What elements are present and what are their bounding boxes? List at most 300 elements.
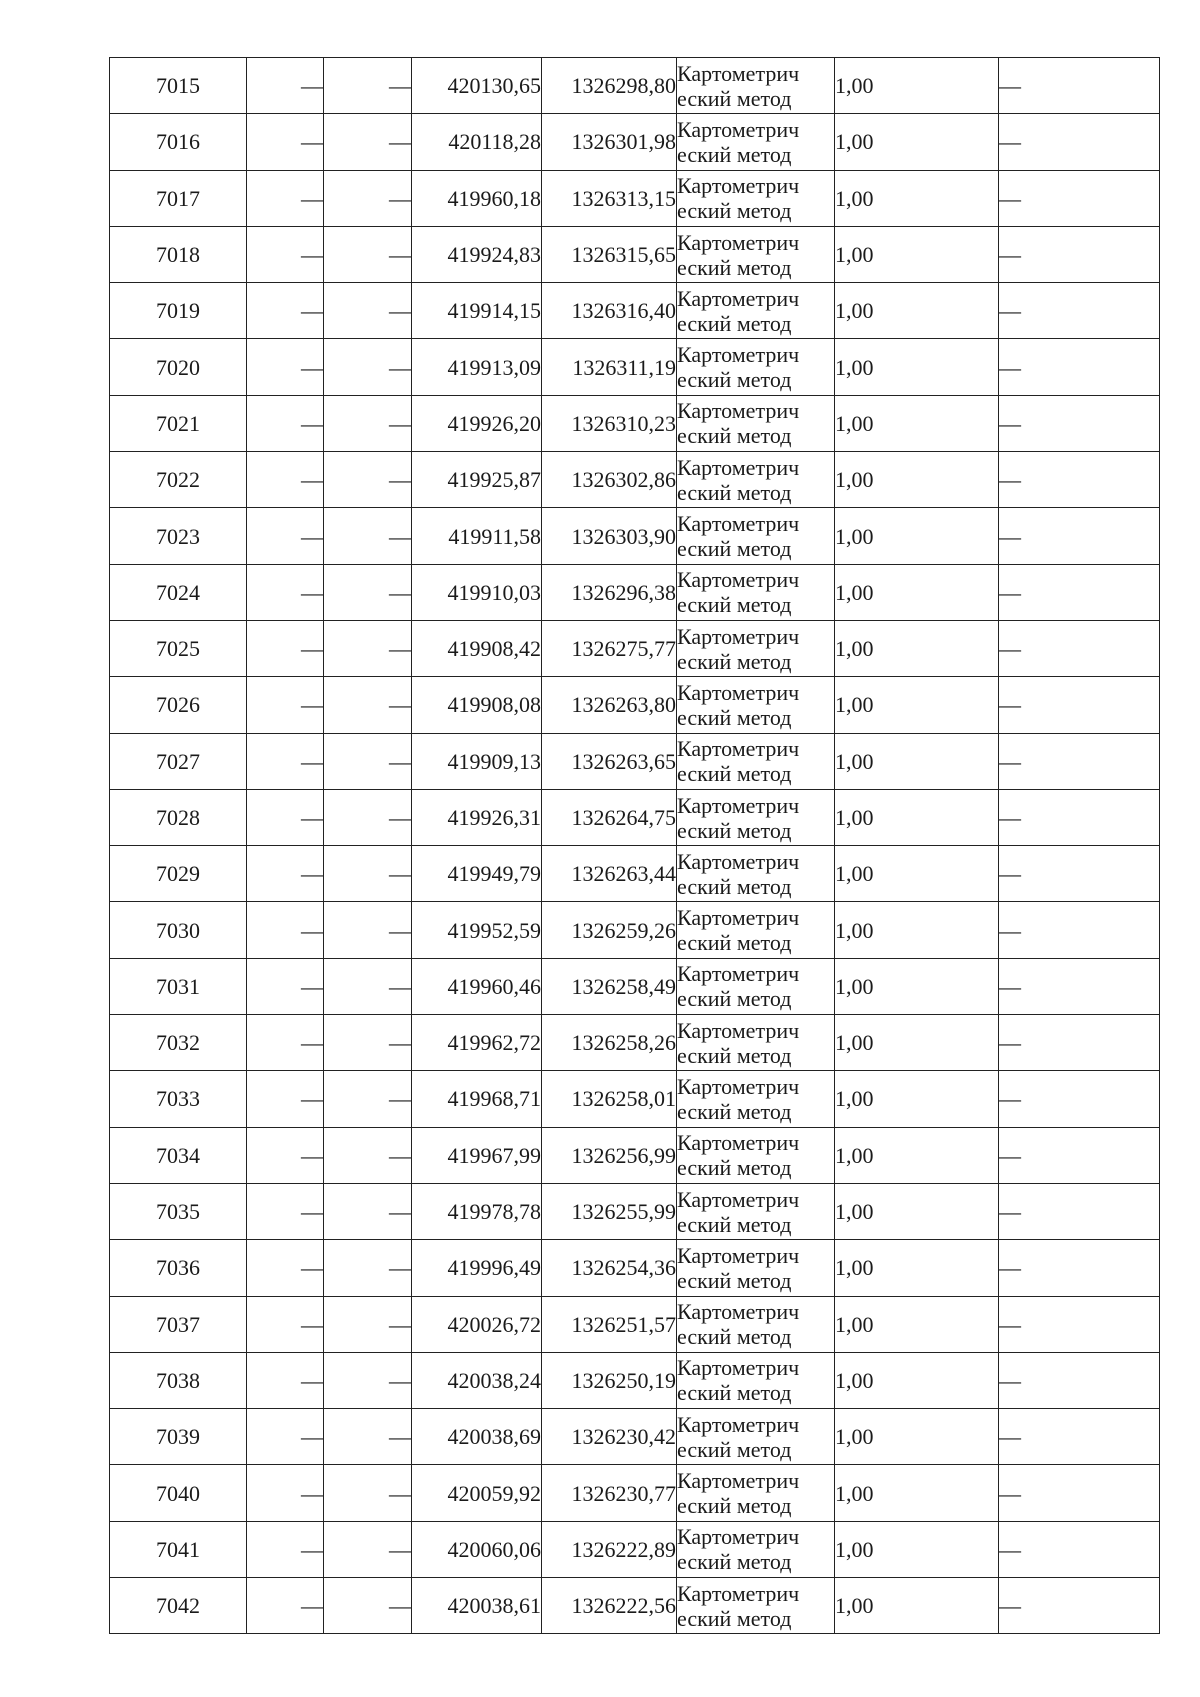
y-coordinate-cell: 1326296,38 (542, 564, 677, 620)
accuracy-cell: 1,00 (835, 114, 999, 170)
method-text-line-2: еский метод (677, 1211, 792, 1237)
point-number-cell: 7029 (110, 846, 247, 902)
method-cell (677, 1183, 835, 1239)
empty-dash-cell: — (324, 226, 412, 282)
empty-dash-cell: — (247, 1578, 324, 1634)
accuracy-cell: 1,00 (835, 902, 999, 958)
method-cell (677, 789, 835, 845)
x-coordinate-cell: 420130,65 (412, 58, 542, 114)
table-row (110, 1071, 1160, 1127)
table-body (110, 58, 1160, 1634)
table-row (110, 1409, 1160, 1465)
empty-dash-cell: — (999, 846, 1160, 902)
x-coordinate-cell: 419910,03 (412, 564, 542, 620)
method-text-line-1: Картометрич (677, 1468, 800, 1494)
y-coordinate-cell: 1326311,19 (542, 339, 677, 395)
table-row (110, 114, 1160, 170)
y-coordinate-cell: 1326263,65 (542, 733, 677, 789)
x-coordinate-cell: 420026,72 (412, 1296, 542, 1352)
method-cell (677, 1578, 835, 1634)
x-coordinate-cell: 420059,92 (412, 1465, 542, 1521)
empty-dash-cell: — (247, 1015, 324, 1071)
method-text-line-2: еский метод (677, 1436, 792, 1462)
accuracy-cell: 1,00 (835, 1015, 999, 1071)
method-cell (677, 114, 835, 170)
empty-dash-cell: — (247, 283, 324, 339)
empty-dash-cell: — (247, 1296, 324, 1352)
method-cell (677, 395, 835, 451)
table-row (110, 226, 1160, 282)
point-number-cell: 7015 (110, 58, 247, 114)
x-coordinate-cell: 419952,59 (412, 902, 542, 958)
method-text-line-1: Картометрич (677, 1299, 800, 1325)
empty-dash-cell: — (247, 1352, 324, 1408)
table-row (110, 508, 1160, 564)
empty-dash-cell: — (999, 452, 1160, 508)
method-cell (677, 1521, 835, 1577)
empty-dash-cell: — (247, 677, 324, 733)
empty-dash-cell: — (247, 902, 324, 958)
table-row (110, 1240, 1160, 1296)
y-coordinate-cell: 1326250,19 (542, 1352, 677, 1408)
point-number-cell: 7016 (110, 114, 247, 170)
method-cell (677, 620, 835, 676)
method-text-line-2: еский метод (677, 704, 792, 730)
point-number-cell: 7038 (110, 1352, 247, 1408)
empty-dash-cell: — (324, 620, 412, 676)
accuracy-cell: 1,00 (835, 1240, 999, 1296)
method-cell (677, 677, 835, 733)
x-coordinate-cell: 419968,71 (412, 1071, 542, 1127)
y-coordinate-cell: 1326230,77 (542, 1465, 677, 1521)
empty-dash-cell: — (247, 958, 324, 1014)
coordinates-table (109, 57, 1160, 1634)
point-number-cell: 7030 (110, 902, 247, 958)
point-number-cell: 7021 (110, 395, 247, 451)
empty-dash-cell: — (324, 1521, 412, 1577)
empty-dash-cell: — (999, 1296, 1160, 1352)
y-coordinate-cell: 1326303,90 (542, 508, 677, 564)
method-text-line-2: еский метод (677, 1324, 792, 1350)
y-coordinate-cell: 1326259,26 (542, 902, 677, 958)
point-number-cell: 7026 (110, 677, 247, 733)
empty-dash-cell: — (324, 1409, 412, 1465)
empty-dash-cell: — (324, 114, 412, 170)
empty-dash-cell: — (324, 170, 412, 226)
method-text-line-1: Картометрич (677, 60, 800, 86)
empty-dash-cell: — (999, 508, 1160, 564)
accuracy-cell: 1,00 (835, 620, 999, 676)
empty-dash-cell: — (247, 733, 324, 789)
empty-dash-cell: — (324, 508, 412, 564)
method-text-line-1: Картометрич (677, 1017, 800, 1043)
point-number-cell: 7024 (110, 564, 247, 620)
empty-dash-cell: — (324, 395, 412, 451)
table-row (110, 846, 1160, 902)
empty-dash-cell: — (999, 789, 1160, 845)
point-number-cell: 7032 (110, 1015, 247, 1071)
method-text-line-2: еский метод (677, 479, 792, 505)
x-coordinate-cell: 419925,87 (412, 452, 542, 508)
empty-dash-cell: — (999, 114, 1160, 170)
empty-dash-cell: — (999, 283, 1160, 339)
point-number-cell: 7041 (110, 1521, 247, 1577)
table-row (110, 564, 1160, 620)
empty-dash-cell: — (324, 58, 412, 114)
method-text-line-1: Картометрич (677, 1242, 800, 1268)
empty-dash-cell: — (247, 1465, 324, 1521)
point-number-cell: 7034 (110, 1127, 247, 1183)
method-cell (677, 902, 835, 958)
point-number-cell: 7033 (110, 1071, 247, 1127)
method-cell (677, 1352, 835, 1408)
method-text-line-1: Картометрич (677, 1524, 800, 1550)
accuracy-cell: 1,00 (835, 170, 999, 226)
method-cell (677, 452, 835, 508)
x-coordinate-cell: 419996,49 (412, 1240, 542, 1296)
method-text-line-1: Картометрич (677, 905, 800, 931)
empty-dash-cell: — (324, 1465, 412, 1521)
table-row (110, 789, 1160, 845)
accuracy-cell: 1,00 (835, 1352, 999, 1408)
empty-dash-cell: — (247, 620, 324, 676)
x-coordinate-cell: 419908,42 (412, 620, 542, 676)
empty-dash-cell: — (999, 1521, 1160, 1577)
empty-dash-cell: — (999, 339, 1160, 395)
method-text-line-1: Картометрич (677, 454, 800, 480)
x-coordinate-cell: 419909,13 (412, 733, 542, 789)
method-text-line-1: Картометрич (677, 1580, 800, 1606)
accuracy-cell: 1,00 (835, 1409, 999, 1465)
x-coordinate-cell: 419911,58 (412, 508, 542, 564)
accuracy-cell: 1,00 (835, 508, 999, 564)
method-text-line-1: Картометрич (677, 285, 800, 311)
method-cell (677, 564, 835, 620)
empty-dash-cell: — (247, 846, 324, 902)
method-text-line-1: Картометрич (677, 961, 800, 987)
point-number-cell: 7039 (110, 1409, 247, 1465)
point-number-cell: 7018 (110, 226, 247, 282)
accuracy-cell: 1,00 (835, 1296, 999, 1352)
empty-dash-cell: — (999, 677, 1160, 733)
empty-dash-cell: — (324, 1578, 412, 1634)
table-row (110, 452, 1160, 508)
x-coordinate-cell: 419978,78 (412, 1183, 542, 1239)
method-text-line-1: Картометрич (677, 736, 800, 762)
accuracy-cell: 1,00 (835, 789, 999, 845)
empty-dash-cell: — (247, 564, 324, 620)
method-text-line-1: Картометрич (677, 679, 800, 705)
empty-dash-cell: — (999, 902, 1160, 958)
method-text-line-1: Картометрич (677, 1355, 800, 1381)
accuracy-cell: 1,00 (835, 283, 999, 339)
method-text-line-2: еский метод (677, 1493, 792, 1519)
method-cell (677, 846, 835, 902)
empty-dash-cell: — (247, 58, 324, 114)
empty-dash-cell: — (247, 508, 324, 564)
y-coordinate-cell: 1326258,26 (542, 1015, 677, 1071)
x-coordinate-cell: 419960,46 (412, 958, 542, 1014)
method-cell (677, 1240, 835, 1296)
x-coordinate-cell: 419967,99 (412, 1127, 542, 1183)
empty-dash-cell: — (999, 1240, 1160, 1296)
method-text-line-2: еский метод (677, 986, 792, 1012)
y-coordinate-cell: 1326255,99 (542, 1183, 677, 1239)
empty-dash-cell: — (999, 620, 1160, 676)
method-text-line-1: Картометрич (677, 1130, 800, 1156)
point-number-cell: 7023 (110, 508, 247, 564)
method-text-line-2: еский метод (677, 592, 792, 618)
table-row (110, 1352, 1160, 1408)
method-text-line-1: Картометрич (677, 229, 800, 255)
point-number-cell: 7028 (110, 789, 247, 845)
empty-dash-cell: — (324, 564, 412, 620)
table-row (110, 1183, 1160, 1239)
x-coordinate-cell: 419949,79 (412, 846, 542, 902)
empty-dash-cell: — (324, 452, 412, 508)
table-row (110, 677, 1160, 733)
table-row (110, 1521, 1160, 1577)
y-coordinate-cell: 1326315,65 (542, 226, 677, 282)
empty-dash-cell: — (999, 1071, 1160, 1127)
method-cell (677, 226, 835, 282)
empty-dash-cell: — (324, 1240, 412, 1296)
empty-dash-cell: — (324, 1352, 412, 1408)
y-coordinate-cell: 1326316,40 (542, 283, 677, 339)
x-coordinate-cell: 419926,20 (412, 395, 542, 451)
method-cell (677, 170, 835, 226)
accuracy-cell: 1,00 (835, 677, 999, 733)
y-coordinate-cell: 1326275,77 (542, 620, 677, 676)
x-coordinate-cell: 420060,06 (412, 1521, 542, 1577)
method-cell (677, 339, 835, 395)
method-text-line-2: еский метод (677, 85, 792, 111)
table-row (110, 620, 1160, 676)
accuracy-cell: 1,00 (835, 1465, 999, 1521)
table-row (110, 1465, 1160, 1521)
y-coordinate-cell: 1326222,56 (542, 1578, 677, 1634)
point-number-cell: 7037 (110, 1296, 247, 1352)
x-coordinate-cell: 419924,83 (412, 226, 542, 282)
method-text-line-1: Картометрич (677, 623, 800, 649)
method-text-line-1: Картометрич (677, 792, 800, 818)
accuracy-cell: 1,00 (835, 452, 999, 508)
method-text-line-2: еский метод (677, 198, 792, 224)
empty-dash-cell: — (247, 1521, 324, 1577)
y-coordinate-cell: 1326313,15 (542, 170, 677, 226)
y-coordinate-cell: 1326256,99 (542, 1127, 677, 1183)
method-text-line-1: Картометрич (677, 398, 800, 424)
empty-dash-cell: — (247, 452, 324, 508)
y-coordinate-cell: 1326222,89 (542, 1521, 677, 1577)
empty-dash-cell: — (324, 339, 412, 395)
table-row (110, 339, 1160, 395)
method-text-line-2: еский метод (677, 1042, 792, 1068)
method-text-line-2: еский метод (677, 1380, 792, 1406)
empty-dash-cell: — (247, 170, 324, 226)
y-coordinate-cell: 1326264,75 (542, 789, 677, 845)
method-cell (677, 1409, 835, 1465)
method-text-line-1: Картометрич (677, 342, 800, 368)
y-coordinate-cell: 1326298,80 (542, 58, 677, 114)
x-coordinate-cell: 419962,72 (412, 1015, 542, 1071)
table-row (110, 283, 1160, 339)
point-number-cell: 7019 (110, 283, 247, 339)
empty-dash-cell: — (247, 114, 324, 170)
empty-dash-cell: — (324, 846, 412, 902)
empty-dash-cell: — (999, 564, 1160, 620)
point-number-cell: 7027 (110, 733, 247, 789)
y-coordinate-cell: 1326251,57 (542, 1296, 677, 1352)
y-coordinate-cell: 1326258,01 (542, 1071, 677, 1127)
method-text-line-1: Картометрич (677, 173, 800, 199)
method-cell (677, 1127, 835, 1183)
accuracy-cell: 1,00 (835, 58, 999, 114)
table-row (110, 902, 1160, 958)
y-coordinate-cell: 1326263,80 (542, 677, 677, 733)
method-text-line-2: еский метод (677, 930, 792, 956)
empty-dash-cell: — (324, 1071, 412, 1127)
method-text-line-2: еский метод (677, 1267, 792, 1293)
accuracy-cell: 1,00 (835, 1521, 999, 1577)
empty-dash-cell: — (324, 677, 412, 733)
empty-dash-cell: — (247, 395, 324, 451)
accuracy-cell: 1,00 (835, 1071, 999, 1127)
table-row (110, 395, 1160, 451)
accuracy-cell: 1,00 (835, 339, 999, 395)
empty-dash-cell: — (999, 1578, 1160, 1634)
table-row (110, 1015, 1160, 1071)
empty-dash-cell: — (999, 58, 1160, 114)
accuracy-cell: 1,00 (835, 226, 999, 282)
empty-dash-cell: — (324, 1183, 412, 1239)
method-text-line-2: еский метод (677, 141, 792, 167)
method-text-line-2: еский метод (677, 817, 792, 843)
x-coordinate-cell: 419960,18 (412, 170, 542, 226)
empty-dash-cell: — (999, 733, 1160, 789)
empty-dash-cell: — (247, 789, 324, 845)
accuracy-cell: 1,00 (835, 1127, 999, 1183)
y-coordinate-cell: 1326302,86 (542, 452, 677, 508)
method-text-line-1: Картометрич (677, 1073, 800, 1099)
empty-dash-cell: — (324, 733, 412, 789)
empty-dash-cell: — (999, 1352, 1160, 1408)
accuracy-cell: 1,00 (835, 1183, 999, 1239)
accuracy-cell: 1,00 (835, 1578, 999, 1634)
x-coordinate-cell: 420038,24 (412, 1352, 542, 1408)
y-coordinate-cell: 1326263,44 (542, 846, 677, 902)
empty-dash-cell: — (324, 789, 412, 845)
accuracy-cell: 1,00 (835, 846, 999, 902)
method-cell (677, 1296, 835, 1352)
table-row (110, 58, 1160, 114)
table-row (110, 1578, 1160, 1634)
table-row (110, 170, 1160, 226)
accuracy-cell: 1,00 (835, 733, 999, 789)
method-cell (677, 58, 835, 114)
empty-dash-cell: — (324, 902, 412, 958)
empty-dash-cell: — (324, 1127, 412, 1183)
method-text-line-2: еский метод (677, 648, 792, 674)
method-cell (677, 733, 835, 789)
x-coordinate-cell: 419914,15 (412, 283, 542, 339)
table-row (110, 1127, 1160, 1183)
method-cell (677, 283, 835, 339)
empty-dash-cell: — (999, 395, 1160, 451)
x-coordinate-cell: 420118,28 (412, 114, 542, 170)
x-coordinate-cell: 419913,09 (412, 339, 542, 395)
empty-dash-cell: — (999, 170, 1160, 226)
empty-dash-cell: — (999, 958, 1160, 1014)
accuracy-cell: 1,00 (835, 564, 999, 620)
method-cell (677, 1071, 835, 1127)
empty-dash-cell: — (247, 226, 324, 282)
table-row (110, 733, 1160, 789)
x-coordinate-cell: 419926,31 (412, 789, 542, 845)
empty-dash-cell: — (999, 1127, 1160, 1183)
empty-dash-cell: — (247, 1240, 324, 1296)
empty-dash-cell: — (324, 1296, 412, 1352)
table-row (110, 1296, 1160, 1352)
empty-dash-cell: — (324, 283, 412, 339)
empty-dash-cell: — (247, 1127, 324, 1183)
point-number-cell: 7025 (110, 620, 247, 676)
x-coordinate-cell: 419908,08 (412, 677, 542, 733)
point-number-cell: 7042 (110, 1578, 247, 1634)
method-cell (677, 508, 835, 564)
method-text-line-2: еский метод (677, 873, 792, 899)
method-cell (677, 958, 835, 1014)
method-text-line-2: еский метод (677, 1605, 792, 1631)
method-cell (677, 1465, 835, 1521)
table-row (110, 958, 1160, 1014)
empty-dash-cell: — (247, 339, 324, 395)
method-text-line-2: еский метод (677, 1098, 792, 1124)
method-text-line-1: Картометрич (677, 1186, 800, 1212)
method-text-line-2: еский метод (677, 423, 792, 449)
y-coordinate-cell: 1326301,98 (542, 114, 677, 170)
accuracy-cell: 1,00 (835, 395, 999, 451)
empty-dash-cell: — (999, 1409, 1160, 1465)
empty-dash-cell: — (999, 1183, 1160, 1239)
point-number-cell: 7035 (110, 1183, 247, 1239)
method-text-line-1: Картометрич (677, 116, 800, 142)
empty-dash-cell: — (247, 1071, 324, 1127)
method-text-line-2: еский метод (677, 761, 792, 787)
y-coordinate-cell: 1326310,23 (542, 395, 677, 451)
method-text-line-1: Картометрич (677, 848, 800, 874)
method-text-line-1: Картометрич (677, 511, 800, 537)
empty-dash-cell: — (999, 1015, 1160, 1071)
point-number-cell: 7020 (110, 339, 247, 395)
method-cell (677, 1015, 835, 1071)
y-coordinate-cell: 1326258,49 (542, 958, 677, 1014)
point-number-cell: 7022 (110, 452, 247, 508)
empty-dash-cell: — (999, 1465, 1160, 1521)
empty-dash-cell: — (999, 226, 1160, 282)
accuracy-cell: 1,00 (835, 958, 999, 1014)
point-number-cell: 7036 (110, 1240, 247, 1296)
method-text-line-2: еский метод (677, 1155, 792, 1181)
y-coordinate-cell: 1326230,42 (542, 1409, 677, 1465)
method-text-line-1: Картометрич (677, 1411, 800, 1437)
empty-dash-cell: — (324, 958, 412, 1014)
method-text-line-2: еский метод (677, 536, 792, 562)
x-coordinate-cell: 420038,69 (412, 1409, 542, 1465)
point-number-cell: 7031 (110, 958, 247, 1014)
method-text-line-1: Картометрич (677, 567, 800, 593)
method-text-line-2: еский метод (677, 1549, 792, 1575)
